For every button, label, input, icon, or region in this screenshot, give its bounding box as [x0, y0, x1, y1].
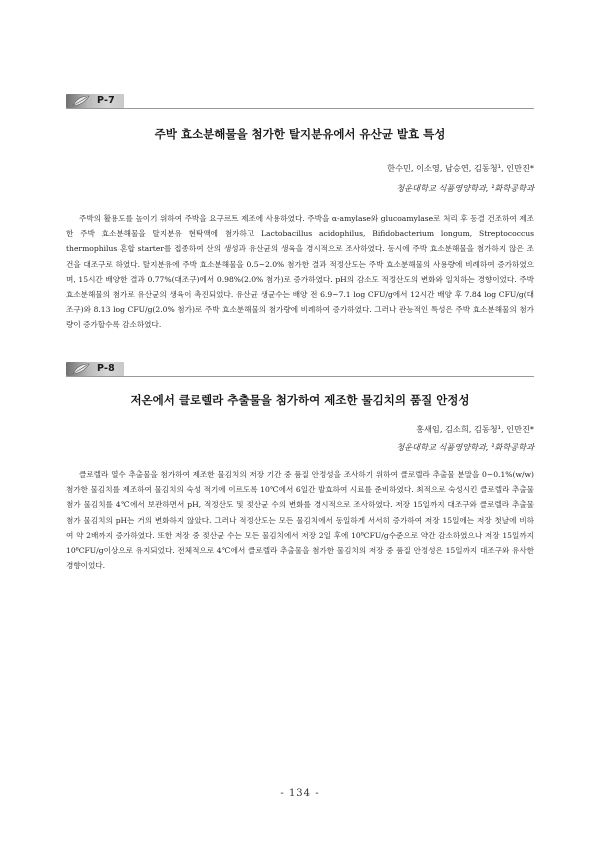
paper-title: 저온에서 클로렐라 추출물을 첨가하여 제조한 물김치의 품질 안정성: [130, 393, 470, 407]
author-list: 한수민, 이소영, 남승연, 김동청¹, 인만진*: [387, 163, 534, 173]
section-header-bar-p8: [66, 362, 534, 377]
leaf-icon: [72, 95, 90, 107]
paper-title: 주박 효소분해물을 첨가한 탈지분유에서 유산균 발효 특성: [154, 127, 446, 141]
section-tag-p8: [66, 362, 124, 376]
abstract-text: 클로렐라 열수 추출물을 첨가하여 제조한 물김치의 저장 기간 중 품질 안정성을 조사하기 위하여 클로렐라 추출물 분말을 0~0.1%(w/w) 첨가한 물김치를 제조하여 물김치의 숙성 적기에 이르도록 10℃에서 6일간 발효하여 시료를 준비하였다. 최적으로 숙성시킨 클로렐라 추출물 첨가 물김치를 4℃에서 보관하면서 pH, 적정산도 및 젖산균 수의 변화를 경시적으로 조사하였다. 저장 15일까지 대조구와 클로렐라 추출물 첨가 물김치의 pH는 거의 변화하지 않았다. 그러나 적정산도는 모든 물김치에서 동일하게 서서히 증가하여 저장 15일에는 저장 첫날에 비하여 약 2배까지 증가하였다. 또한 저장 중 젖산균 수는 모든 물김치에서 저장 2일 후에 10⁸CFU/g수준으로 약간 감소하였으나 저장 15일까지 10⁸CFU/g이상으로 유지되었다. 전체적으로 4℃에서 클로렐라 추출물을 첨가한 물김치의 저장 중 품질 안정성은 15일까지 대조구와 유사한 경향이었다.: [66, 470, 534, 571]
affiliation: 청운대학교 식품영양학과, ¹화학공학과: [396, 183, 534, 193]
section-tag-label: P-7: [97, 95, 115, 106]
affiliation: 청운대학교 식품영양학과, ¹화학공학과: [396, 442, 534, 452]
author-list: 홍새임, 김소희, 김동청¹, 인만진*: [416, 424, 534, 434]
section-header-bar-p7: [66, 94, 534, 109]
leaf-icon: [72, 363, 90, 375]
page-number: - 134 -: [280, 788, 320, 799]
abstract-text: 주박의 활용도를 높이기 위하여 주박을 요구르트 제조에 사용하였다. 주박을 α-amylase와 glucoamylase로 처리 후 동결 건조하여 제조한 주박 효소분해물을 탈지분유 현탁액에 첨가하고 Lactobacillus acidophilus, Bifidobacterium longum, Streptococcus thermophilus 혼합 starter를 접종하여 산의 생성과 유산균의 생육을 경시적으로 조사하였다. 동시에 주박 효소분해물을 첨가하지 않은 조건을 대조구로 하였다. 탈지분유에 주박 효소분해물을 0.5~2.0% 첨가한 결과 적정산도는 주박 효소분해물의 사용량에 비례하여 증가하였으며, 15시간 배양한 결과 0.77%(대조구)에서 0.98%(2.0% 첨가)로 증가하였다. pH의 감소도 적정산도의 변화와 일치하는 경향이었다. 주박 효소분해물의 첨가로 유산균의 생육이 촉진되었다. 유산균 생균수는 배양 전 6.9~7.1 log CFU/g에서 12시간 배양 후 7.84 log CFU/g(대조구)와 8.13 log CFU/g(2.0% 첨가)로 주박 효소분해물의 첨가량에 비례하여 증가하였다. 그러나 관능적인 특성은 주박 효소분해물의 첨가량이 증가할수록 감소하였다.: [66, 214, 534, 330]
section-tag-p7: [66, 94, 124, 108]
section-tag-label: P-8: [97, 363, 115, 374]
